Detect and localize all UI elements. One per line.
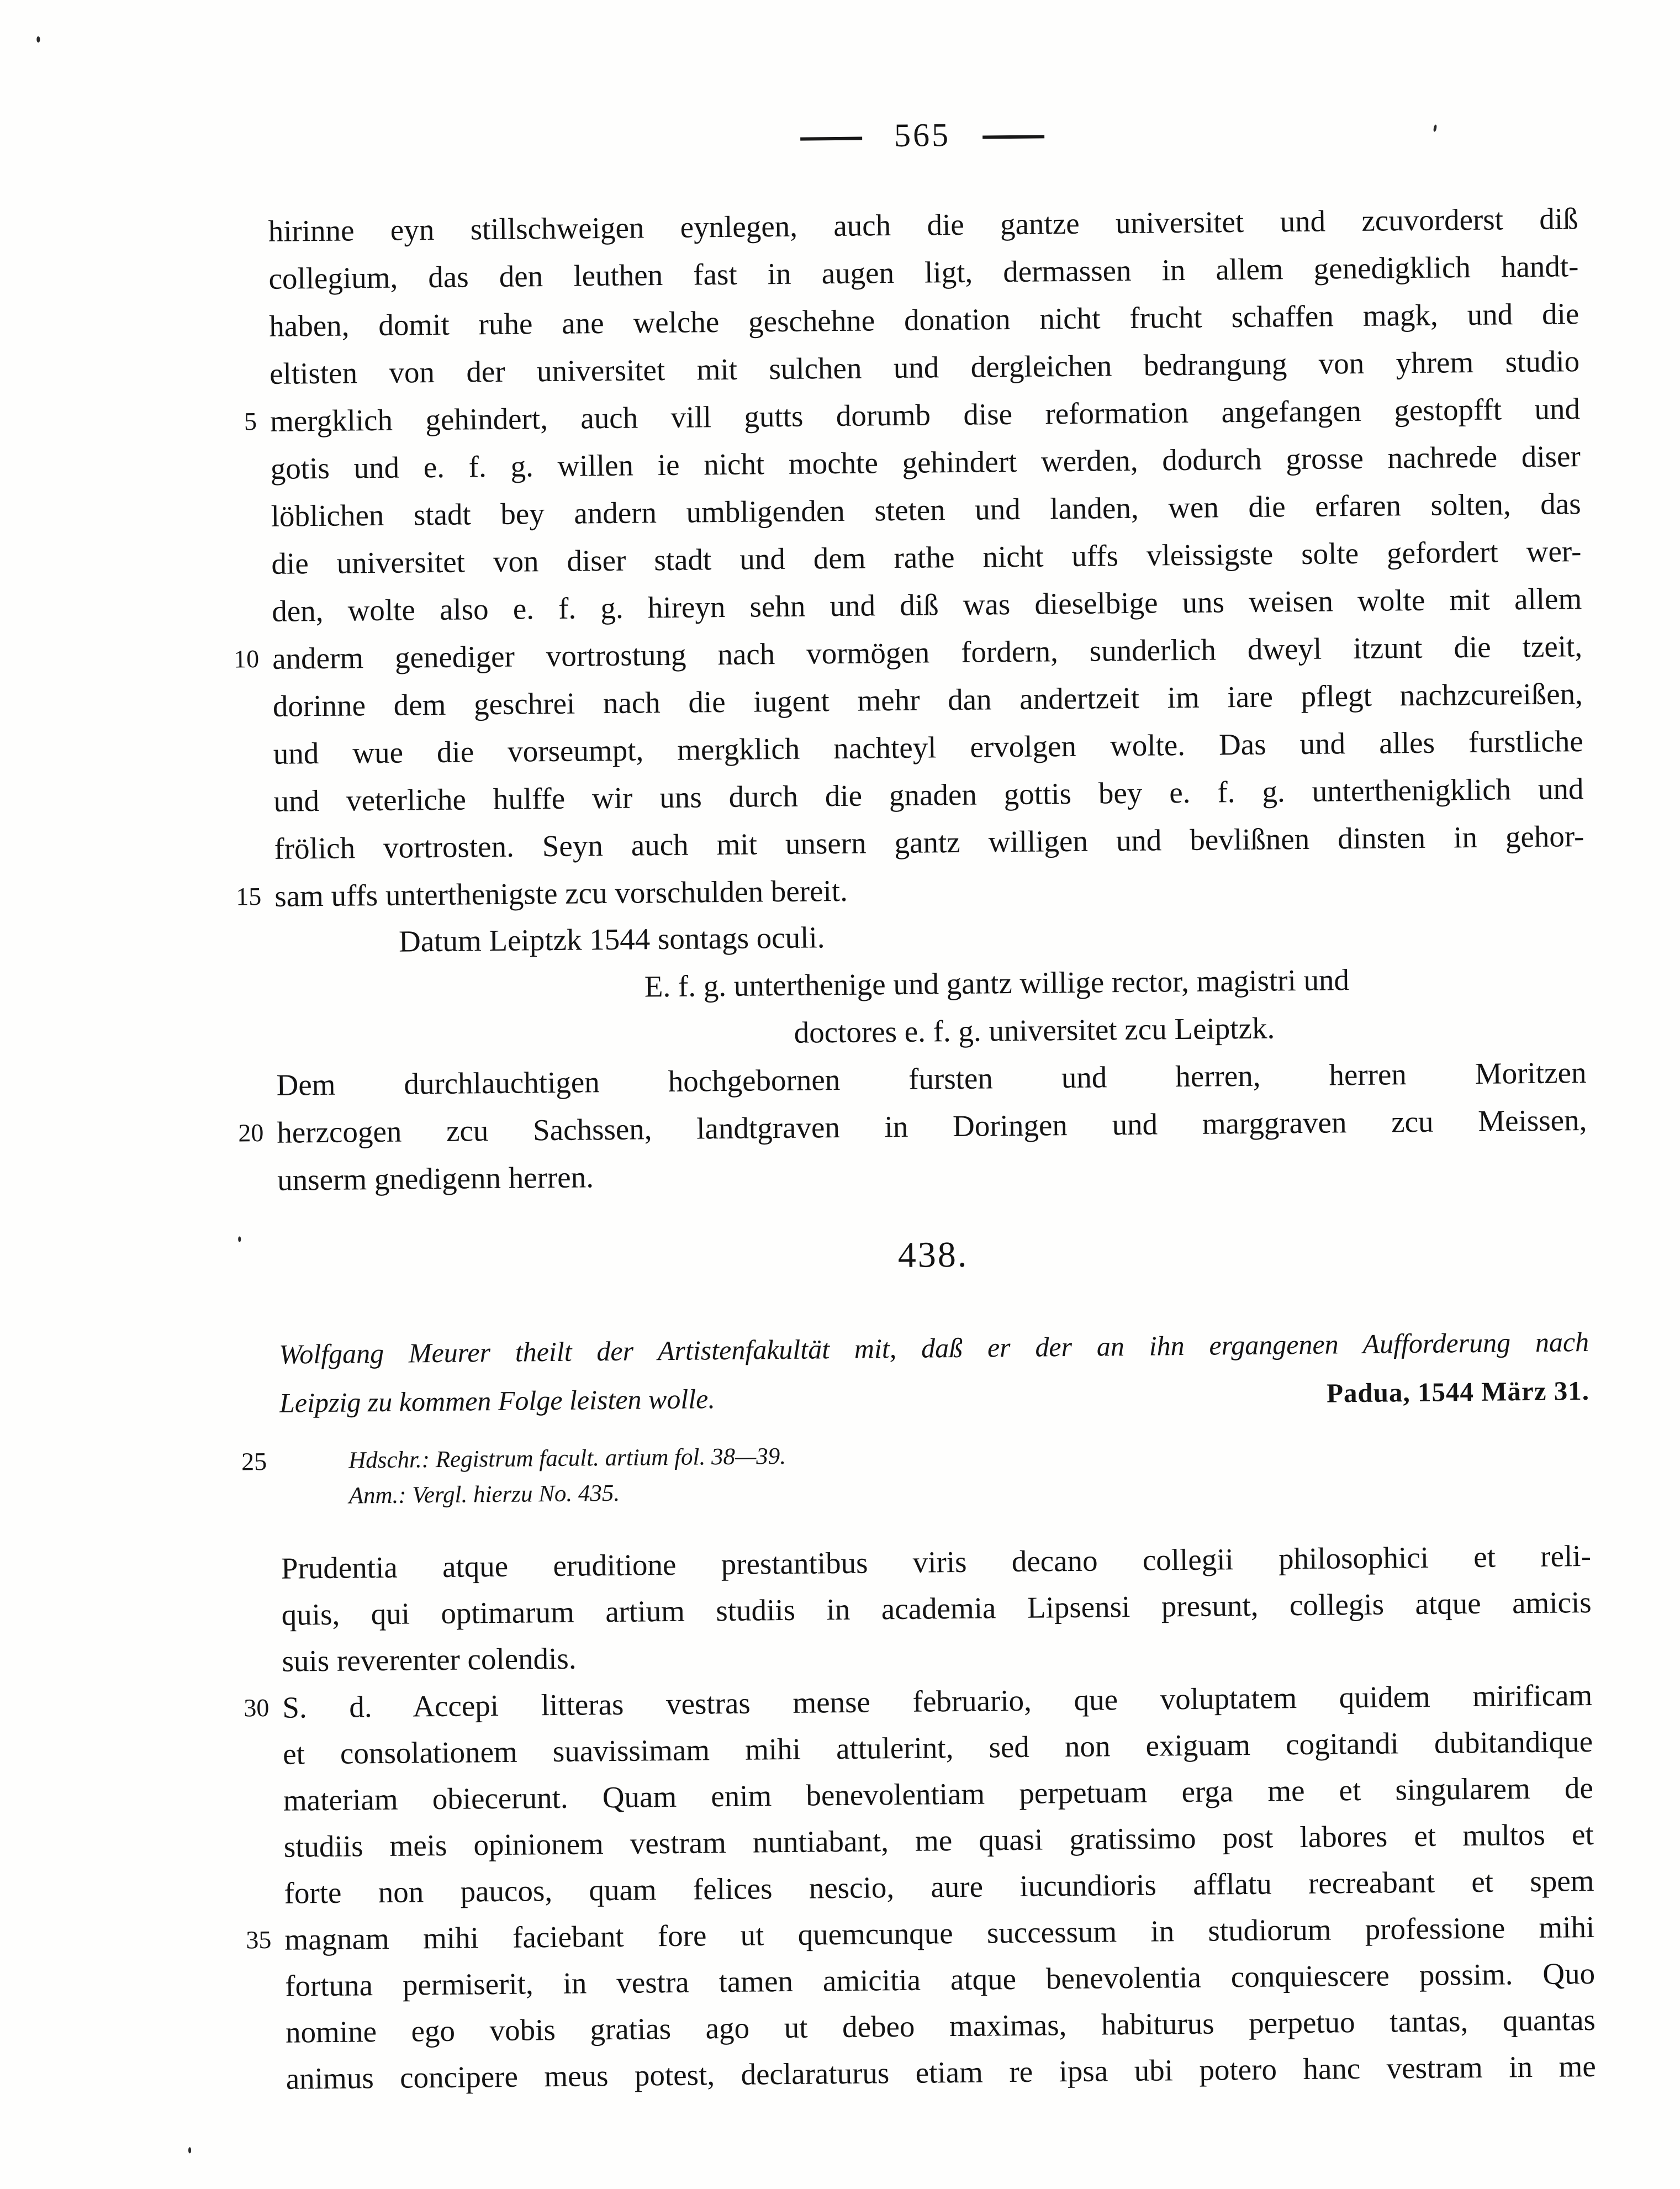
margin-line-number: 35: [246, 1925, 272, 1954]
latin-salutation: [281, 1533, 1592, 1685]
margin-line-number: [228, 730, 260, 731]
datum-line: Datum Leiptzk 1544 sontags oculi.: [398, 920, 825, 958]
text-line: animus concipere meus potest, declaraturus etiam re ipsa ubi potero hanc vestram in me: [286, 2049, 1597, 2096]
text-line: anderm genediger vortrostung nach vormögen fordern, sunderlich dweyl itzunt die tzeit,: [272, 629, 1583, 676]
text-line: haben, domit ruhe ane welche geschehne donation nicht frucht schaffen magk, und die: [269, 297, 1579, 343]
regest-line-1: Wolfgang Meurer theilt der Artistenfakultät mit, daß er der an ihn ergangenen Aufforderung nach: [278, 1326, 1589, 1370]
regest-line-1-row: [279, 1317, 1589, 1379]
text-line: Prudentia atque eruditione prestantibus viris decano collegii philosophici et reli-: [281, 1538, 1592, 1585]
source-note-text: Hdschr.: Registrum facult. artium fol. 38—39.: [348, 1443, 786, 1474]
signature-line-2: doctores e. f. g. universitet zcu Leiptzk.: [794, 1011, 1275, 1049]
text-line: mergklich gehindert, auch vill gutts dorumb dise reformation angefangen gestopfft und: [270, 392, 1581, 438]
text-line: gotis und e. f. g. willen ie nicht mochte gehindert werden, dodurch grosse nachrede diser: [270, 439, 1581, 486]
text-line: studiis meis opinionem vestram nuntiabant, me quasi gratissimo post labores et multos et: [283, 1817, 1594, 1864]
regest-dateline: Padua, 1544 März 31.: [1326, 1375, 1590, 1409]
folio-rule-right-icon: [982, 135, 1044, 139]
text-line: und veterliche hulffe wir uns durch die gnaden gottis bey e. f. g. unterthenigklich und: [273, 772, 1584, 818]
entry-number-heading: 438.: [897, 1234, 969, 1276]
regest-block: [279, 1317, 1590, 1427]
margin-line-number: 20: [238, 1119, 264, 1147]
margin-line-number: [236, 1638, 268, 1639]
text-line: collegium, das den leuthen fast in augen ligt, dermassen in allem genedigklich handt-: [268, 249, 1579, 296]
text-line: et consolationem suavissimam mihi attulerint, sed non exiguam cogitandi dubitandique: [282, 1724, 1593, 1771]
scan-speckle: [238, 1236, 241, 1242]
source-notes: [241, 1431, 1591, 1515]
scan-speckle: [188, 2147, 191, 2153]
latin-letter-body: [244, 1672, 1597, 2102]
margin-line-number: [238, 1777, 270, 1778]
margin-line-number: 25: [241, 1447, 267, 1476]
text-line: S. d. Accepi litteras vestras mense februario, que voluptatem quidem mirificam: [282, 1678, 1593, 1724]
text-line: herzcogen zcu Sachssen, landtgraven in Doringen und marggraven zcu Meissen,: [277, 1103, 1587, 1149]
margin-line-number: [223, 255, 255, 256]
text-line: unserm gnedigenn herren.: [277, 1160, 594, 1197]
source-note-text: Anm.: Vergl. hierzu No. 435.: [348, 1480, 620, 1509]
margin-line-number: 10: [233, 645, 260, 673]
text-line: forte non paucos, quam felices nescio, aure iucundioris afflatu recreabant et spem: [284, 1863, 1594, 1910]
text-line: fortuna permiserit, in vestra tamen amicitia atque benevolentia conquiescere possim. Quo: [284, 1956, 1596, 2003]
text-line: sam uffs unterthenigste zcu vorschulden bereit.: [274, 873, 848, 913]
page-number: 565: [894, 117, 951, 154]
margin-line-number: [229, 825, 261, 826]
signature-line-1: E. f. g. unterthenige und gantz willige rector, magistri und: [644, 963, 1350, 1004]
folio-rule-left-icon: [800, 136, 862, 140]
margin-line-number: 30: [244, 1693, 270, 1722]
address-block: [238, 1049, 1587, 1204]
text-line: eltisten von der universitet mit sulchen und dergleichen bedrangung von yhrem studio: [269, 344, 1580, 391]
margin-line-number: 5: [244, 407, 257, 436]
text-line: Dem durchlauchtigen hochgebornen fursten und herren, herren Moritzen: [276, 1056, 1587, 1102]
german-letter-body: [233, 195, 1584, 920]
text-line: nomine ego vobis gratias ago ut debeo maximas, habiturus perpetuo tantas, quantas: [285, 2002, 1596, 2049]
margin-line-number: [226, 540, 258, 541]
text-line: den, wolte also e. f. g. hireyn sehn und diß was dieselbige uns weisen wolte mit allem: [272, 582, 1582, 628]
margin-line-number: [239, 1870, 271, 1871]
text-line: dorinne dem geschrei nach die iugent mehr dan andertzeit im iare pflegt nachzcureißen,: [272, 677, 1583, 723]
text-line: die universitet von diser stadt und dem rathe nicht uffs vleissigste solte gefordert wer-: [271, 534, 1582, 581]
text-line: frölich vortrosten. Seyn auch mit unsern gantz willigen und bevlißnen dinsten in gehor-: [274, 819, 1584, 866]
margin-line-number: [224, 350, 256, 351]
margin-line-number: [240, 2009, 272, 2010]
text-line: magnam mihi faciebant fore ut quemcunque successum in studiorum professione mihi: [284, 1910, 1595, 1956]
text-line: materiam obiecerunt. Quam enim benevolentiam perpetuam erga me et singularem de: [283, 1770, 1594, 1817]
text-line: quis, qui optimarum artium studiis in academia Lipsensi presunt, collegis atque amicis: [281, 1585, 1592, 1632]
regest-line-2: Leipzig zu kommen Folge leisten wolle.: [279, 1383, 716, 1418]
scan-speckle: [36, 36, 40, 43]
folio-header: [267, 110, 1578, 161]
margin-line-number: 15: [236, 882, 262, 911]
text-line: hirinne eyn stillschweigen eynlegen, auch die gantze universitet und zcuvorderst diß: [268, 202, 1578, 248]
text-line: und wue die vorseumpt, mergklich nachteyl ervolgen wolte. Das und alles furstliche: [273, 724, 1583, 771]
text-line: löblichen stadt bey andern umbligenden steten und landen, wen die erfaren solten, das: [271, 487, 1581, 533]
text-line: suis reverenter colendis.: [282, 1641, 577, 1678]
